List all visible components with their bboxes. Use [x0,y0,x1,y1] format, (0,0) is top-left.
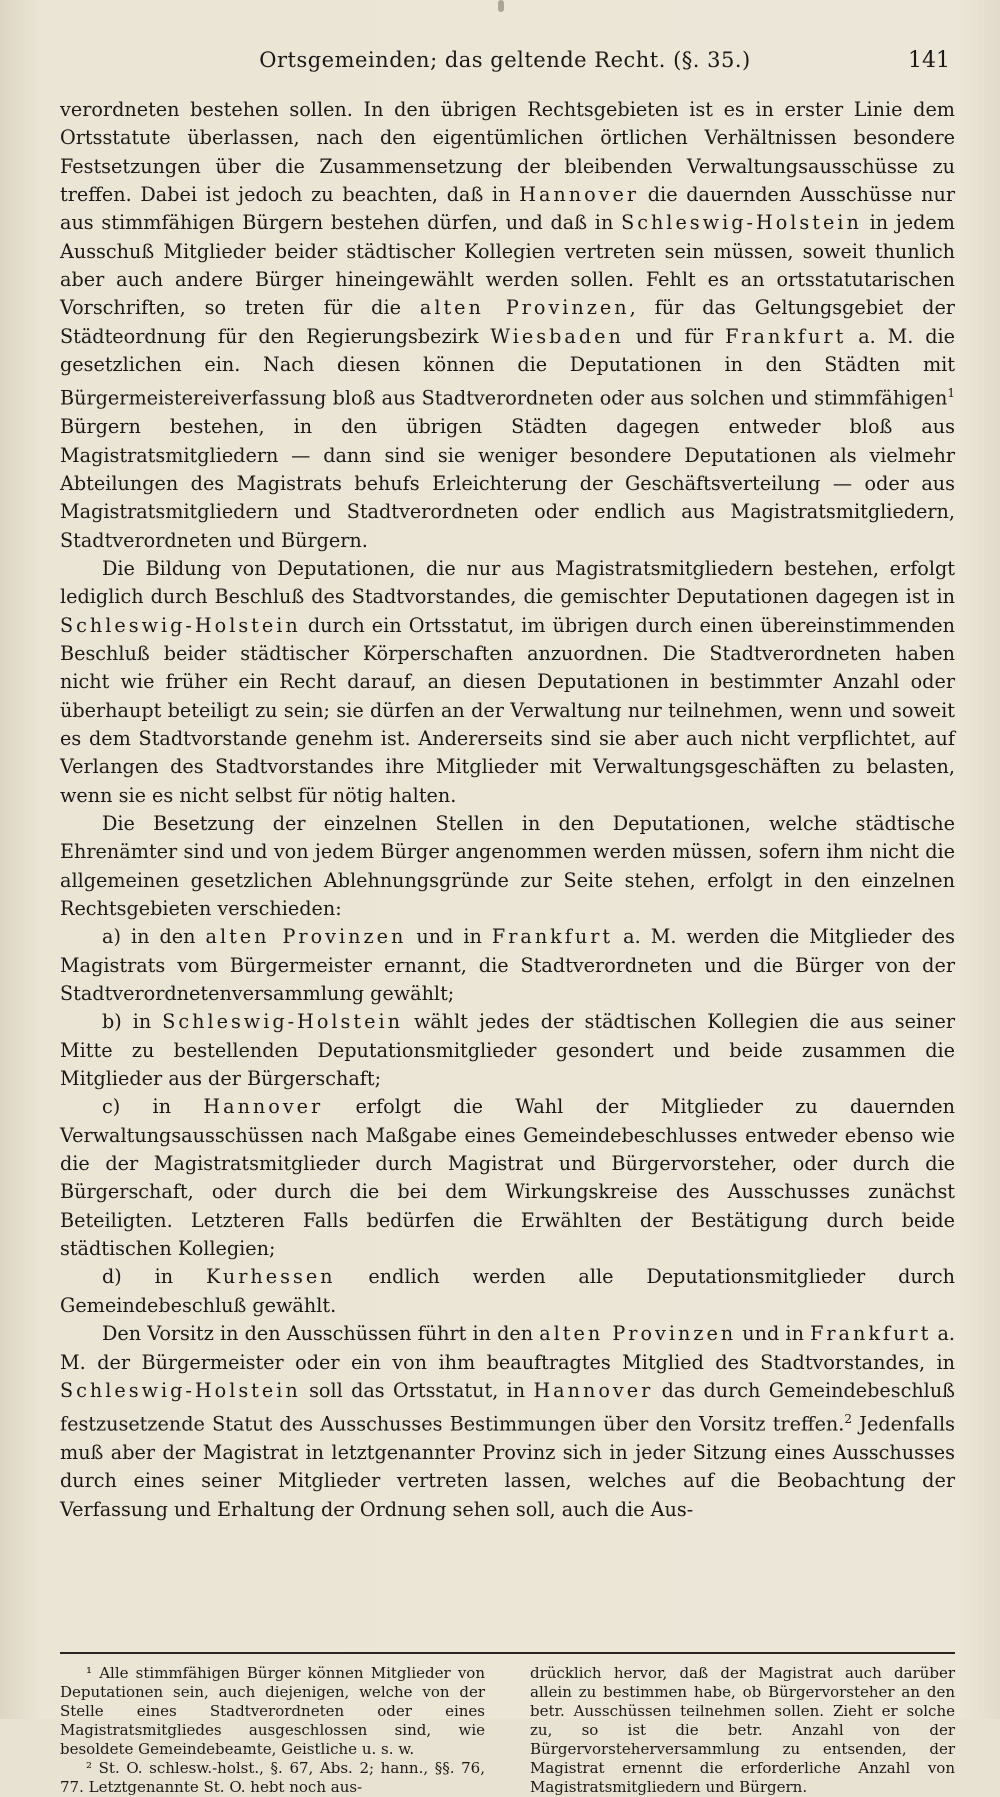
text-run: Die Besetzung der einzelnen Stellen in den Deputationen, welche städtische Ehrenämter sind und von jedem Bürger angenommen werden müssen, sofern ihm nicht die allgemeinen gesetzlichen Ablehnungsgründe zur Seite stehen, erfolgt in den einzelnen Rechtsgebieten verschieden: [60,811,955,921]
spaced-name: Frankfurt [725,324,847,348]
footnote-column-left [60,1664,485,1797]
text-run: wählt jedes der städtischen Kollegien die aus seiner Mitte zu bestellenden Deputationsmitglieder gesondert und beide zusammen die Mitglieder aus der Bürgerschaft; [60,1010,955,1091]
text-run: und in [406,925,492,949]
spaced-name: Frankfurt [491,925,614,949]
text-run: Bürgern bestehen, in den übrigen Städten dagegen entweder bloß aus Magistratsmitgliedern — dann sind sie weniger besondere Deputationen als vielmehr Abteilungen des Magistrats behufs Erleichterung der Geschäftsverteilung — oder aus Magistratsmitgliedern und Stadtverordneten oder endlich aus Magistratsmitgliedern, Stadtverordneten und Bürgern. [60,415,955,552]
spaced-name: alten Provinzen [539,1322,737,1346]
footnote-column-right [530,1664,955,1797]
spaced-name: Schleswig-Holstein [60,1378,301,1402]
list-item-c [60,1093,955,1263]
spaced-name: Kurhessen [205,1265,336,1289]
text-run: Den Vorsitz in den Ausschüssen führt in den [102,1322,540,1346]
text-run: d) in [102,1265,206,1289]
text-run: , für das Geltungsgebiet der Städteordnung für den Regierungsbezirk [60,296,955,348]
text-run: das durch Gemeindebeschluß festzusetzende Statut des Ausschusses Bestimmungen über den Vorsitz treffen. [60,1378,955,1436]
spaced-name: Schleswig-Holstein [60,613,301,637]
spaced-name: Hannover [519,183,640,207]
paragraph-1 [60,96,955,555]
footnote-marker: 2 [844,1412,853,1427]
list-item-a [60,923,955,1008]
text-run: b) in [102,1010,163,1034]
text-run: c) in [102,1095,204,1119]
page-header [60,48,950,82]
page-number: 141 [908,48,950,73]
footnote-2-continued: drücklich hervor, daß der Magistrat auch darüber allein zu bestimmen habe, ob Bürgervorsteher an den betr. Ausschüssen teilnehmen sollen. Zieht er solche zu, so ist die betr. Anzahl von der Bürgervorsteherversammlung zu entsenden, der Magistrat ernennt die erforderliche Anzahl von Magistratsmitgliedern und Bürgern. [530,1664,955,1796]
spaced-name: Hannover [203,1095,324,1119]
spaced-name: Hannover [533,1378,654,1402]
footnote-1: ¹ Alle stimmfähigen Bürger können Mitglieder von Deputationen sein, auch diejenigen, welche von der Stelle eines Stadtverordneten oder eines Magistratsmitgliedes ausgeschlossen sind, wie besoldete Gemeindebeamte, Geistliche u. s. w. [60,1664,485,1758]
running-title: Ortsgemeinden; das geltende Recht. (§. 35.) [259,48,751,72]
text-run: und in [736,1322,811,1346]
text-run: soll das Ortsstatut, in [300,1378,534,1402]
binding-mark [498,0,504,12]
text-run: a. M. die gesetzlichen ein. Nach diesen können die Deputationen in den Städten mit Bürgermeistereiverfassung bloß aus Stadtverordneten oder aus solchen und stimmfähigen [60,324,955,410]
spaced-name: Schleswig-Holstein [621,211,862,235]
text-run: a. M. werden die Mitglieder des Magistrats vom Bürgermeister ernannt, die Stadtverordneten und die Bürger von der Stadtverordnetenversammlung gewählt; [60,925,956,1006]
spaced-name: Wiesbaden [490,324,624,348]
footnote-marker: 1 [947,386,955,401]
text-run: endlich werden alle Deputationsmitglieder durch Gemeindebeschluß gewählt. [60,1265,955,1317]
text-run: erfolgt die Wahl der Mitglieder zu dauernden Verwaltungsausschüssen nach Maßgabe eines Gemeindebeschlusses entweder ebenso wie die der Magistratsmitglieder durch Magistrat und Bürgervorsteher, oder durch die Bürgerschaft, oder durch die bei dem Wirkungskreise des Ausschusses zunächst Beteiligten. Letzteren Falls bedürfen die Erwählten der Bestätigung durch beide städtischen Kollegien; [60,1095,955,1261]
text-run: a) in den [102,925,206,949]
text-run: die dauernden Ausschüsse nur aus stimmfähigen Bürgern bestehen dürfen, und daß in [60,183,955,235]
body-text [60,96,955,1524]
list-item-d [60,1263,955,1320]
spaced-name: alten Provinzen [419,296,630,320]
spaced-name: Schleswig-Holstein [162,1010,403,1034]
paragraph-4 [60,1320,955,1524]
text-run: Die Bildung von Deputationen, die nur aus Magistratsmitgliedern bestehen, erfolgt lediglich durch Beschluß des Stadtvorstandes, die gemischter Deputationen dagegen ist in [60,556,955,609]
spaced-name: alten Provinzen [205,925,407,949]
spaced-name: Frankfurt [810,1322,932,1346]
text-run: in jedem Ausschuß Mitglieder beider städtischer Kollegien vertreten sein müssen, soweit thunlich aber auch andere Bürger hineingewählt werden sollen. Fehlt es an ortsstatutarischen Vorschriften, so treten für die [60,211,955,320]
footnote-rule [60,1652,955,1654]
footnote-2: ² St. O. schlesw.-holst., §. 67, Abs. 2; hann., §§. 76, 77. Letztgenannte St. O. hebt noch aus- [60,1759,485,1796]
text-run: a. M. der Bürgermeister oder ein von ihm beauftragtes Mitglied des Stadtvorstandes, in [60,1322,955,1374]
text-run: durch ein Ortsstatut, im übrigen durch einen übereinstimmenden Beschluß beider städtischer Körperschaften anzuordnen. Die Stadtverordneten haben nicht wie früher ein Recht darauf, an diesen Deputationen in bestimmter Anzahl oder überhaupt beteiligt zu sein; sie dürfen an der Verwaltung nur teilnehmen, wenn und soweit es dem Stadtvorstande genehm ist. Andererseits sind sie aber auch nicht verpflichtet, auf Verlangen des Stadtvorstandes ihre Mitglieder mit Verwaltungsgeschäften zu belasten, wenn sie es nicht selbst für nötig halten. [60,613,955,807]
text-run: verordneten bestehen sollen. In den übrigen Rechtsgebieten ist es in erster Linie dem Ortsstatute überlassen, nach den eigentümlichen örtlichen Verhältnissen besondere Festsetzungen über die Zusammensetzung der bleibenden Verwaltungsausschüsse zu treffen. Dabei ist jedoch zu beachten, daß in [60,98,955,207]
text-run: Jedenfalls muß aber der Magistrat in letztgenannter Provinz sich in jeder Sitzung eines Ausschusses durch eines seiner Mitglieder vertreten lassen, welches auf die Beobachtung der Verfassung und Erhaltung der Ordnung sehen soll, auch die Aus- [60,1412,955,1521]
paragraph-2 [60,555,955,810]
paragraph-3 [60,810,955,923]
list-item-b [60,1008,955,1093]
text-run: und für [623,324,726,348]
